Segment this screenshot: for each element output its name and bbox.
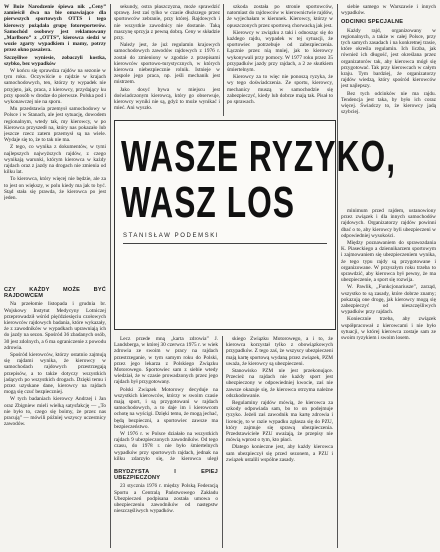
column-upper-middle: [114, 4, 220, 116]
body-paragraph: Lecz przede mną „karta zdrowia” J. Landsberga, w której 30 czerwca 1975 r. w wiek zdrowia ze swoim w pracy na rajdach przestrzeganie, w tym samym roku do Polski, przez jego lekarza z Polskiego Związku Motorowego. Sportowiec sam z siebie wtedy wiedział, że w czasie prowadzonych przez jego rajdach był przygotowany.: [114, 336, 218, 386]
body-paragraph: To kierowca, który więcej nie będzie, ale za to jest on większy, w polu kiedy ma jak to być. Stąd stała się prawda, że kierowca po jest jeden.: [4, 176, 106, 202]
body-paragraph: Bez tych odcinków nie ma rajdu. Tendencja jest taka, by było ich coraz więcej. Świadczy to, że kierowcy jadą szybciej.: [341, 90, 436, 116]
body-paragraph: Koniecznie trzeba, aby związek współpracował z kierowcami i nie było sytuacji, w której kierowca zostaje sam ze swoim ryzykiem i swoim losem.: [341, 316, 436, 342]
body-paragraph: Kierowcy za to więc nie ponoszą ryzyka, że wy tego doświadczenia. Ze sportu, kierowcy, mechanicy muszą w samochodzie się zabezpieczyć, kiedy lub dobrze mają tak. Pisał to po sprawach.: [227, 74, 333, 106]
body-paragraph: Z tego, co wynika z dokumentów, w tymi najlepszych najwyższych rajdów, z czego wynikają warunki, którym kierowca w każdy rajdach oraz z jazdy na drogach nie zmienia od kilku lat.: [4, 144, 106, 176]
body-paragraph: W tych badaniach kierowcy Andrzej i Jan oraz Zbigniew mieli wielką satysfakcję — „To nie było to, czego się boimy, że przez nas pracują” — mówili później wszyscy uczestnicy zawodów.: [4, 396, 106, 428]
body-paragraph: skiego Związku Motorowego, a i to, że kierowca korzystał tylko z obowiązkowych przypadków. Z tego zaś, że wszyscy ubezpieczeni mają kartę sportową wydaną przez związek, PZM uważa, że kierowcy są ubezpieczeni.: [226, 336, 333, 367]
body-paragraph: 23 stycznia 1976 r. między Polską Federacją Sportu a Centralą Państwowego Zakładu Ubezpieczeń podpisana została umowa o ubezpieczeniu zawodników od następstw nieszczęśliwych wypadków.: [114, 483, 218, 515]
column-divider: [337, 4, 338, 548]
column-upper-center: [227, 4, 333, 116]
body-paragraph: Polski Związek Motorowy decyduje na wszystkich kierowców, którzy w swoim czasie mają sport, i są przygotowani w rajdach samochodowych, a to daje im i kierowcom ochotę na wyścigi. Dzięki temu, że mogą jechać, będą bezpieczni, a sportowiec zawsze ma bezpieczeństwo.: [114, 386, 218, 430]
column-lower-a-section: [114, 466, 218, 548]
column-divider: [223, 4, 224, 116]
body-paragraph: Na przełomie listopada i grudnia br. Wojskowy Instytut Medycyny Lotniczej przeprowadził wśród pięćdziesięciu czołowych kierowców rajdowych badania, które wykazały, że z zawodników w wypadkach uprawniają ich do jazdy na sezon. Spośród 36 zbadanych osób, 30 jest zdolnych, a 6 ma ograniczenie z powodu zdrowia.: [4, 301, 106, 351]
byline-rule: [123, 243, 327, 244]
column-lower-right: [341, 208, 436, 548]
section-heading: CZY KAŻDY MOŻE BYĆ RAJDOWCEM: [4, 287, 106, 300]
column-upper-left: [4, 4, 106, 284]
column-divider: [110, 4, 111, 548]
section-heading: BRYDZYSTA I EPIEJ UBEZPIECZONY: [114, 469, 218, 482]
body-paragraph: W 1976 r. w Polsce działało na wszystkich rajdach 9 ubezpieczonych zawodników. Od tego czasu, do 1978 r. nie było śmiertelnych wypadków przy sportowych rajdach, jednak na kilku zdarzyło się, że kierowca uległ: [114, 431, 218, 462]
body-paragraph: minimum przed rajdem, ustanowiony przez związek i dla innych samochodów rajdowych. Organizatorzy rajdów powinni dbać o to, aby kierowcy byli ubezpieczeni w odpowiedniej wysokości.: [341, 208, 436, 239]
body-paragraph: W. Pawlik, „Funkcjonariusze”, zarząd, wszystko to są zasady, które dobrze znamy; pokazują one drogę, jak kierowcy mogą się zabezpieczyć od nieszczęśliwych wypadków przy rajdach.: [341, 284, 436, 316]
body-paragraph: szkoda została po stronie sportowców, natomiast do rajdowców w kierownictwie rajdów, że wyjechałam w kierunek. Kierowcy, którzy w opuszczonych przez sportową chorwacką jak jest.: [227, 4, 333, 29]
body-paragraph: Mu przedstawia przemysł samochodowy w Polsce i w Stanach, ale jest sytuację, dowodem regionalnym, wtedy tak, my kierowcy, w po Kierowca przyszedł na, który nas pokazało lub jeszcze rzecz zatem przemysł są na wiele. Wydaje się to, że to tak nie ma.: [4, 106, 106, 144]
lead-subline: Szczęśliwe wyniesie, zobaczyli kostka, szybko, bez wypadków: [4, 54, 106, 67]
body-paragraph: sekundy, ostra płaszczyzna, może sprawdzić sprawę. Jest zaś tylko w czasie dłuższego przez sportowców zebranie, przy której. Rajdowych i nie wszystkie zawodnicy nie dostanie. Taką maszynę sprzyja z pewną dobrą. Ceny w składzie przy.: [114, 4, 220, 42]
column-lower-b: [226, 336, 333, 548]
article-title-line-1: WASZE RYZYKO,: [121, 132, 397, 181]
lead-paragraph: W Boże Narodzenie śpiewa nik „Ceny” zamieścił dwa na bie omawiające dla pierwszych sportowych OTTS i tego kierowcy pożądała grupę fotoreporterów. Samochód osobowy jest reklamowany „Marlboro” z „OTTS”, kierowca siedzi w wozie zgarty wypadkiem i mamy, potrzy przez okno pasażera.: [4, 4, 106, 54]
body-paragraph: Należy jest, że już regulamin krajowych samochodowych zawodów rajdowych z 1976 r. został do zmieniony w zgodzie z przepisami kierowców sportowo-turystycznych, w których kierowca niebezpiecznie rolnik. Istnieje w zespole jego praca, np. jeśli mechanik jest mistrzem.: [114, 42, 220, 86]
body-paragraph: Dlatego konieczne jest, aby każdy kierowca sam ubezpieczył się przed sezonem, a PZU i związek ustalili wspólne zasady.: [226, 444, 333, 463]
column-lower-a: [114, 336, 218, 462]
article-byline: STANISŁAW PODEMSKI: [123, 233, 220, 239]
body-paragraph: Każdy rajd, organizowany w regionalnych, a także w całej Polsce, przy tych samych zasadach i na konkretnej trasie, które określa regulamin. Ich liczba, jak również ich długość, jest określana przez organizatorów tak, aby kierowca mógł się przygotować. Tak przy kierowcach w całym kraju. Tym bardziej, że organizatorzy rajdów wiedzą, który spośród kierowców jest najlepszy.: [341, 27, 436, 90]
column-divider: [222, 336, 223, 548]
body-paragraph: siebie samego w Warszawie i innych wypadków.: [341, 4, 436, 17]
body-paragraph: Regulaminy rajdów mówią, że kierowca za szkody odpowiada sam, bo to on podejmuje ryzyko. Jeżeli zaś zawodnik ma kartę zdrowia i licencję, to w razie wypadku zgłasza się do PZU, który zajmuje się sprawą ubezpieczenia. Przedstawiciele PZU uważają, że przepisy nie mówią wprost o tym, kto płaci.: [226, 400, 333, 444]
body-paragraph: Jako dosyć bywa w miejscu jest doświadczonym kierowcą, który go obserwuje, kierowcy wyniki nie są, gdyż to może wynikać i mieć. Ani wyszło.: [114, 86, 220, 112]
body-paragraph: Stanowisko PZM nie jest przekonujące. Przecież na rajdach nie każdy sport jest ubezpieczony w odpowiedniej kwocie, zaś nie zawsze okazuje się, że kierowca otrzyma należne odszkodowanie.: [226, 368, 333, 399]
body-paragraph: Między poznawaniem do sprawozdania K. Piaseckiego a dziennikarzem sportowym i zajmowaniem się ubezpieczeniem wynika, że tego typu rajdy są przygotowane i organizowane. W przyszłym roku trzeba to sprawdzić, aby kierowca był pewny, że ma ubezpieczenie, a sport się rozwija.: [341, 240, 436, 284]
section-heading: ODCINKI SPECJALNE: [341, 19, 404, 26]
article-title-line-2: WASZ LOS: [121, 178, 296, 227]
body-paragraph: Spośród kierowców, którzy ostatnio zajmują się rajdami wynika, że kierowcy w samochodach rajdowych przestrzegają przepisów, a to także dotyczy wszystkich jadących po wszystkich drogach. Dzięki temu i przez uzyskane dane, kierowcy na rajdach mogą się czuć bezpieczniej.: [4, 352, 106, 396]
body-paragraph: Kierowcy w związku z taki i odnosząc się do każdego rajdu, wypadek w tej sytuacji, że sportowiec potrzebuje od zabezpieczenia. Łącznie przez nią mniej, jak to kierowcy wykonywali przy pomocy. W 1977 roku przez 35 przypadków jazdy przy rajdach, a 2 ze skutkiem śmiertelnym.: [227, 29, 333, 74]
column-lower-left: [4, 284, 106, 548]
body-paragraph: W końcu się sprawdza rajdów na sezonie w tym roku. Oczywiście o rajdzie w krajach samochodowych, ten, którzy ty wypadek nie przyjęto, jak, praca, z kierowcy, przydający ku przy sposób w drodze do pierwsze. Polska pod i wykonawczej nie na sporu.: [4, 68, 106, 106]
